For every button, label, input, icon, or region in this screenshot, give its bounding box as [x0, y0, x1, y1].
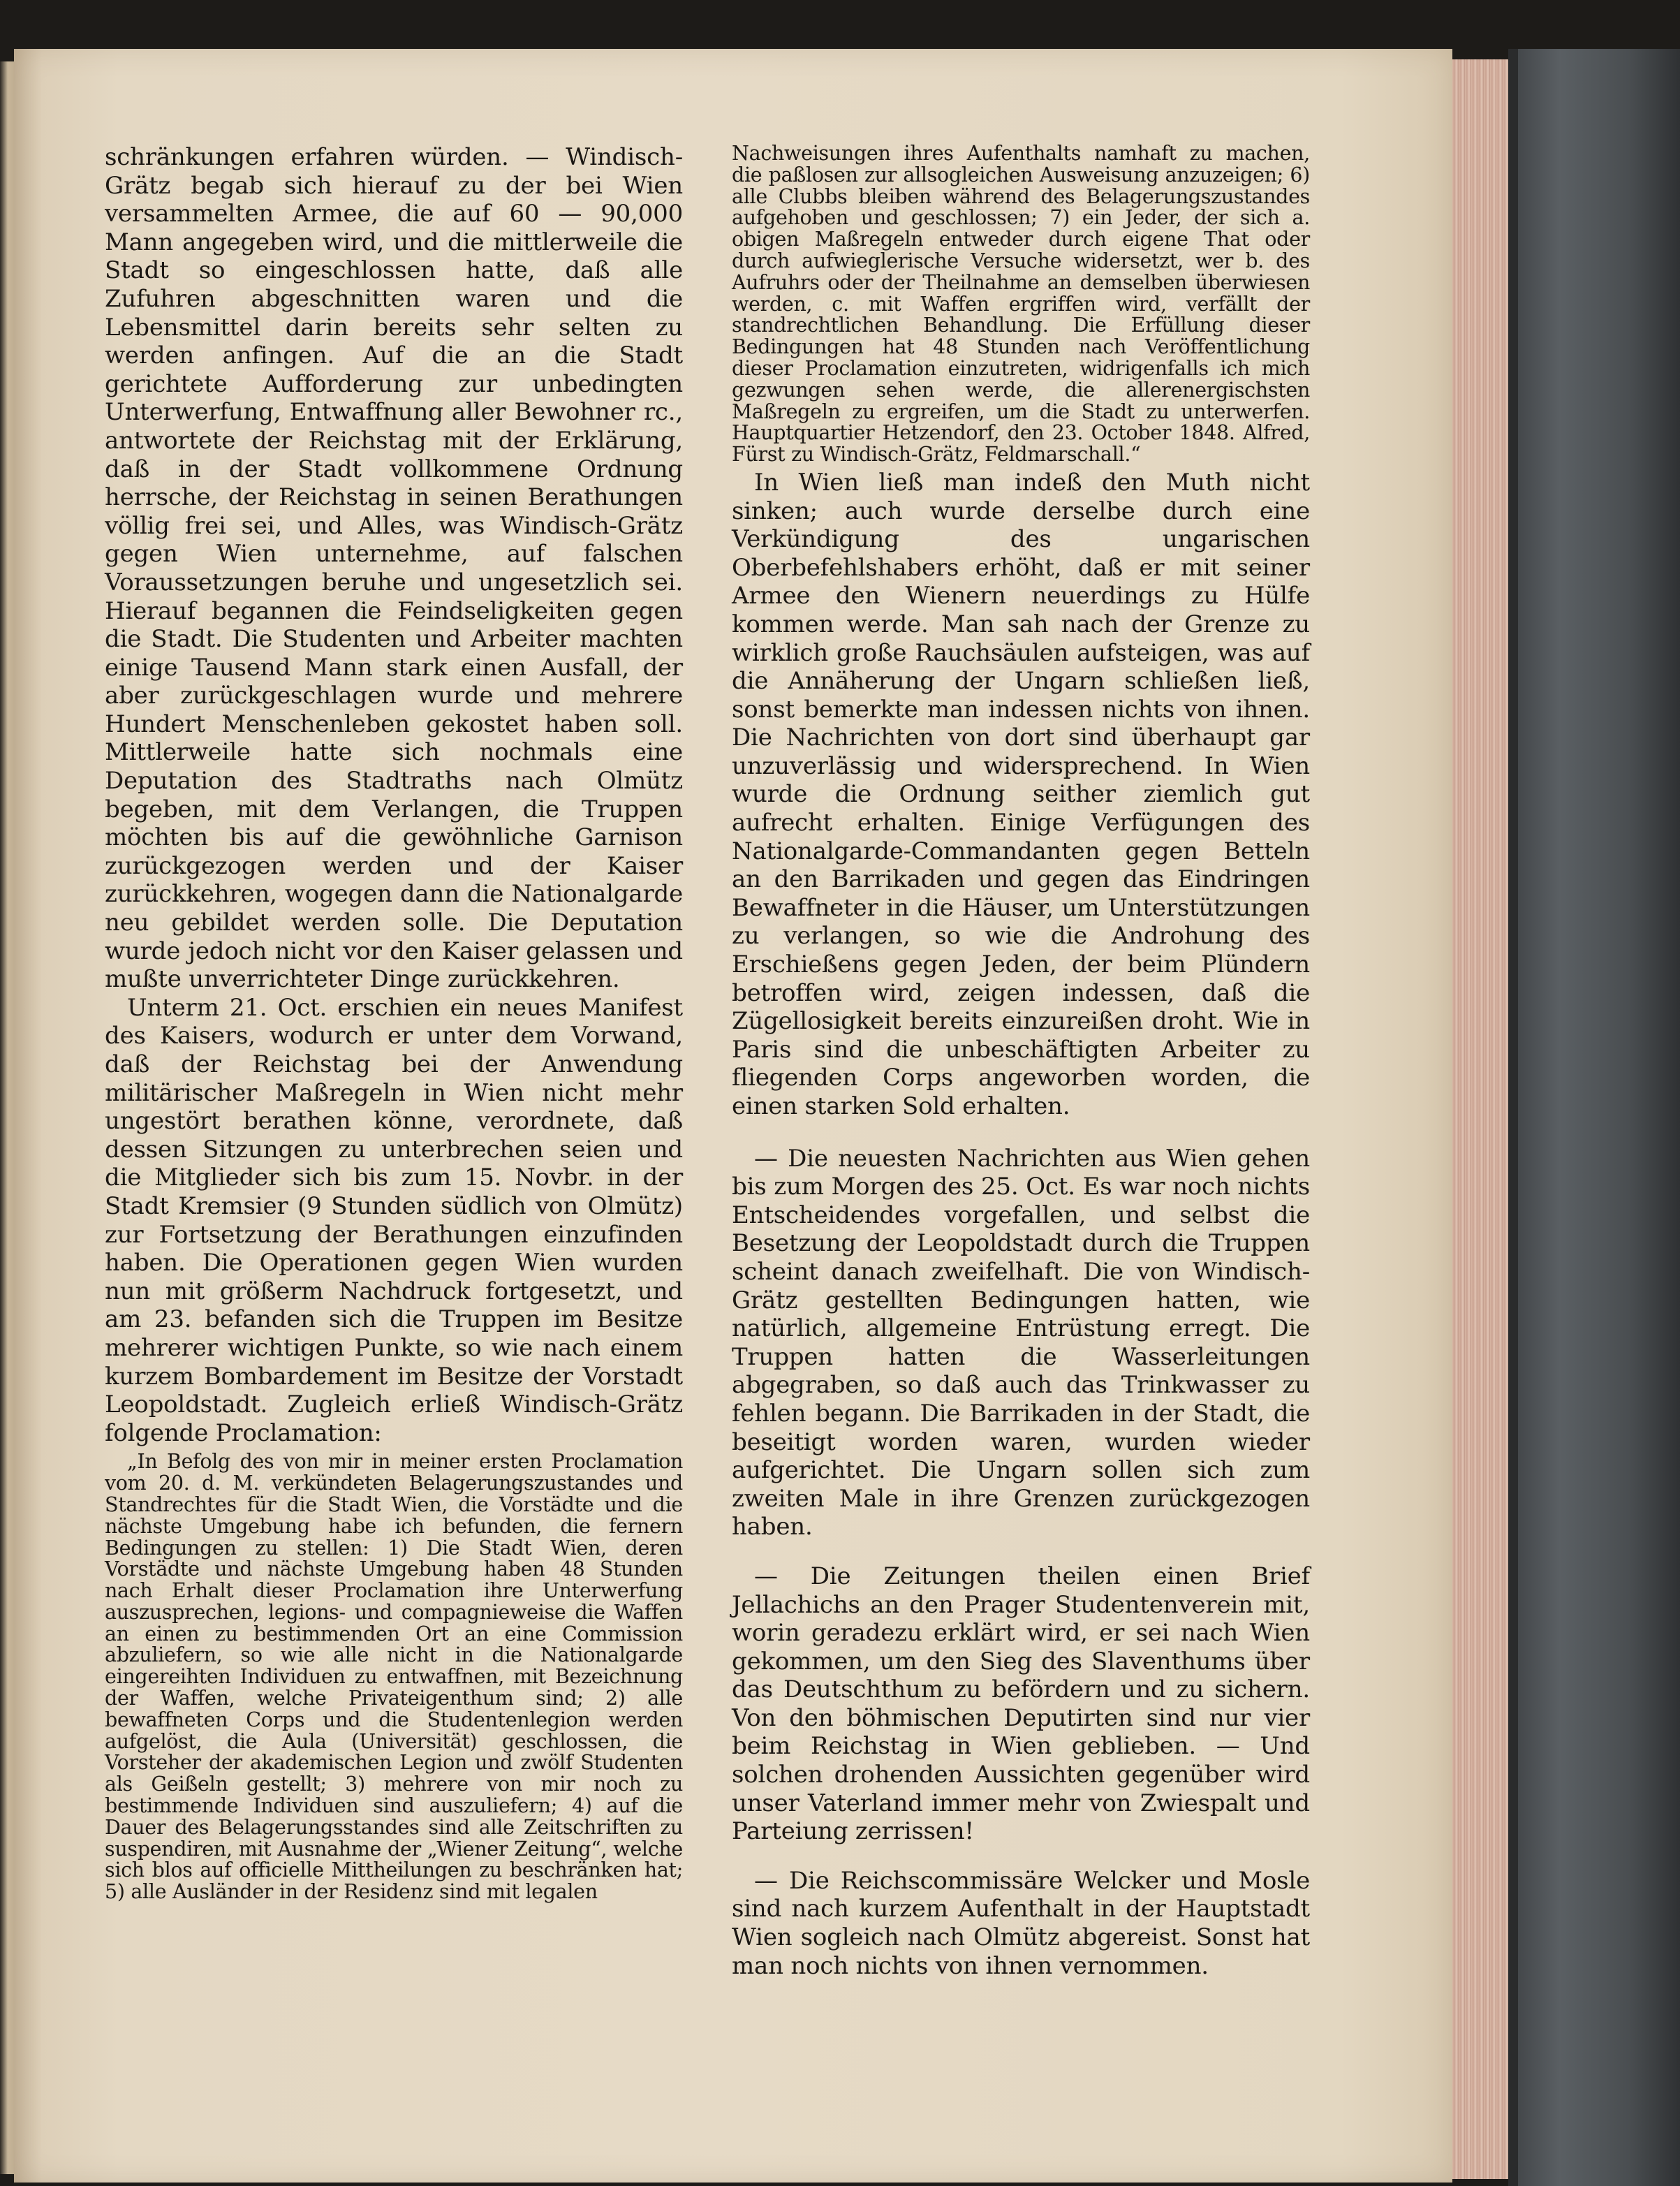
paragraph-reich-commissioners: — Die Reichscommissäre Welcker und Mosle sind nach kurzem Aufenthalt in der Hauptstadt Wien sogleich nach Olmütz abgereist. Sonst hat man noch nichts von ihnen vernommen.: [732, 1866, 1310, 1980]
right-text-column: [732, 143, 1310, 1980]
book-cover-board: [1508, 49, 1680, 2186]
paragraph-latest-news: — Die neuesten Nachrichten aus Wien gehen bis zum Morgen des 25. Oct. Es war noch nichts Entscheidendes vorgefallen, und selbst die Besetzung der Leopoldstadt durch die Truppen scheint danach zweifelhaft. Die von Windisch-Grätz gestellten Bedingungen hatten, wie natürlich, allgemeine Entrüstung erregt. Die Truppen hatten die Wasserleitungen abgegraben, so daß auch das Trinkwasser zu fehlen begann. Die Barrikaden in der Stadt, die beseitigt worden waren, wurden wieder aufgerichtet. Die Ungarn sollen sich zum zweiten Male in ihre Grenzen zurückgezogen haben.: [732, 1144, 1310, 1541]
paragraph-windisch-graetz-advance: schränkungen erfahren würden. — Windisch-Grätz begab sich hierauf zu der bei Wien versammelten Armee, die auf 60 — 90,000 Mann angegeben wird, und die mittlerweile die Stadt so eingeschlossen hatte, daß alle Zufuhren abgeschnitten waren und die Lebensmittel darin bereits sehr selten zu werden anfingen. Auf die an die Stadt gerichtete Aufforderung zur unbedingten Unterwerfung, Entwaffnung aller Bewohner rc., antwortete der Reichstag mit der Erklärung, daß in der Stadt vollkommene Ordnung herrsche, der Reichstag in seinen Berathungen völlig frei sei, und Alles, was Windisch-Grätz gegen Wien unternehme, auf falschen Voraussetzungen beruhe und ungesetzlich sei. Hierauf begannen die Feindseligkeiten gegen die Stadt. Die Studenten und Arbeiter machten einige Tausend Mann stark einen Ausfall, der aber zurückgeschlagen wurde und mehrere Hundert Menschenleben gekostet haben soll. Mittlerweile hatte sich nochmals eine Deputation des Stadtraths nach Olmütz begeben, mit dem Verlangen, die Truppen möchten bis auf die gewöhnliche Garnison zurückgezogen werden und der Kaiser zurückkehren, wogegen dann die Nationalgarde neu gebildet werden solle. Die Deputation wurde jedoch nicht vor den Kaiser gelassen und mußte unverrichteter Dinge zurückkehren.: [105, 143, 683, 994]
paragraph-manifest-oct-21: Unterm 21. Oct. erschien ein neues Manifest des Kaisers, wodurch er unter dem Vorwand, daß der Reichstag bei der Anwendung militärischer Maßregeln in Wien nicht mehr ungestört berathen könne, verordnete, daß dessen Sitzungen zu unterbrechen seien und die Mitglieder sich bis zum 15. Novbr. in der Stadt Kremsier (9 Stunden südlich von Olmütz) zur Fortsetzung der Berathungen einzufinden haben. Die Operationen gegen Wien wurden nun mit größerm Nachdruck fortgesetzt, und am 23. befanden sich die Truppen im Besitze mehrerer wichtigen Punkte, so wie nach einem kurzem Bombardement im Besitze der Vorstadt Leopoldstadt. Zugleich erließ Windisch-Grätz folgende Proclamation:: [105, 993, 683, 1447]
cover-edge: [1508, 49, 1518, 2186]
previous-page-edge: [0, 61, 14, 2174]
proclamation-text-start: „In Befolg des von mir in meiner ersten Proclamation vom 20. d. M. verkündeten Belagerungszustandes und Standrechtes für die Stadt Wien, die Vorstädte und die nächste Umgebung habe ich befunden, die fernern Bedingungen zu stellen: 1) Die Stadt Wien, deren Vorstädte und nächste Umgebung haben 48 Stunden nach Erhalt dieser Proclamation ihre Unterwerfung auszusprechen, legions- und compagnieweise die Waffen an einen zu bestimmenden Ort an eine Commission abzuliefern, so wie alle nicht in die Nationalgarde eingereihten Individuen zu entwaffnen, mit Bezeichnung der Waffen, welche Privateigenthum sind; 2) alle bewaffneten Corps und die Studentenlegion werden aufgelöst, die Aula (Universität) geschlossen, die Vorsteher der akademischen Legion und zwölf Studenten als Geißeln gestellt; 3) mehrere von mir noch zu bestimmende Individuen sind auszuliefern; 4) auf die Dauer des Belagerungsstandes sind alle Zeitschriften zu suspendiren, mit Ausnahme der „Wiener Zeitung“, welche sich blos auf officielle Mittheilungen zu beschränken hat; 5) alle Ausländer in der Residenz sind mit legalen: [105, 1450, 683, 1904]
paragraph-vienna-morale: In Wien ließ man indeß den Muth nicht sinken; auch wurde derselbe durch eine Verkündigung des ungarischen Oberbefehlshabers erhöht, daß er mit seiner Armee den Wienern neuerdings zu Hülfe kommen werde. Man sah nach der Grenze zu wirklich große Rauchsäulen aufsteigen, was auf die Annäherung der Ungarn schließen ließ, sonst bemerkte man indessen nichts von ihnen. Die Nachrichten von dort sind überhaupt gar unzuverlässig und widersprechend. In Wien wurde die Ordnung seither ziemlich gut aufrecht erhalten. Einige Verfügungen des Nationalgarde-Commandanten gegen Betteln an den Barrikaden und gegen das Eindringen Bewaffneter in die Häuser, um Unterstützungen zu verlangen, so wie die Androhung des Erschießens gegen Jeden, der beim Plündern betroffen wird, zeigen indessen, daß die Zügellosigkeit bereits einzureißen droht. Wie in Paris sind die unbeschäftigten Arbeiter zu fliegenden Corps angeworben worden, die einen starken Sold erhalten.: [732, 468, 1310, 1121]
left-text-column: [105, 143, 683, 1903]
page-stack-edges: [1452, 59, 1508, 2179]
proclamation-text-end: Nachweisungen ihres Aufenthalts namhaft zu machen, die paßlosen zur allsogleichen Ausweisung anzuzeigen; 6) alle Clubbs bleiben während des Belagerungszustandes aufgehoben und geschlossen; 7) ein Jeder, der sich a. obigen Maßregeln entweder durch eigene That oder durch aufwieglerische Versuche widersetzt, wer b. des Aufruhrs oder der Theilnahme an demselben überwiesen werden, c. mit Waffen ergriffen wird, verfällt der standrechtlichen Behandlung. Die Erfüllung dieser Bedingungen hat 48 Stunden nach Veröffentlichung dieser Proclamation einzutreten, widrigenfalls ich mich gezwungen sehen werde, die allerenergischsten Maßregeln zu ergreifen, um die Stadt zu unterwerfen. Hauptquartier Hetzendorf, den 23. October 1848. Alfred, Fürst zu Windisch-Grätz, Feldmarschall.“: [732, 142, 1310, 467]
paragraph-jellachich-letter: — Die Zeitungen theilen einen Brief Jellachichs an den Prager Studentenverein mit, worin geradezu erklärt wird, er sei nach Wien gekommen, um den Sieg des Slaventhums über das Deutschthum zu befördern und zu sichern. Von den böhmischen Deputirten sind nur vier beim Reichstag in Wien geblieben. — Und solchen drohenden Aussichten gegenüber wird unser Vaterland immer mehr von Zwiespalt und Parteiung zerrissen!: [732, 1562, 1310, 1846]
